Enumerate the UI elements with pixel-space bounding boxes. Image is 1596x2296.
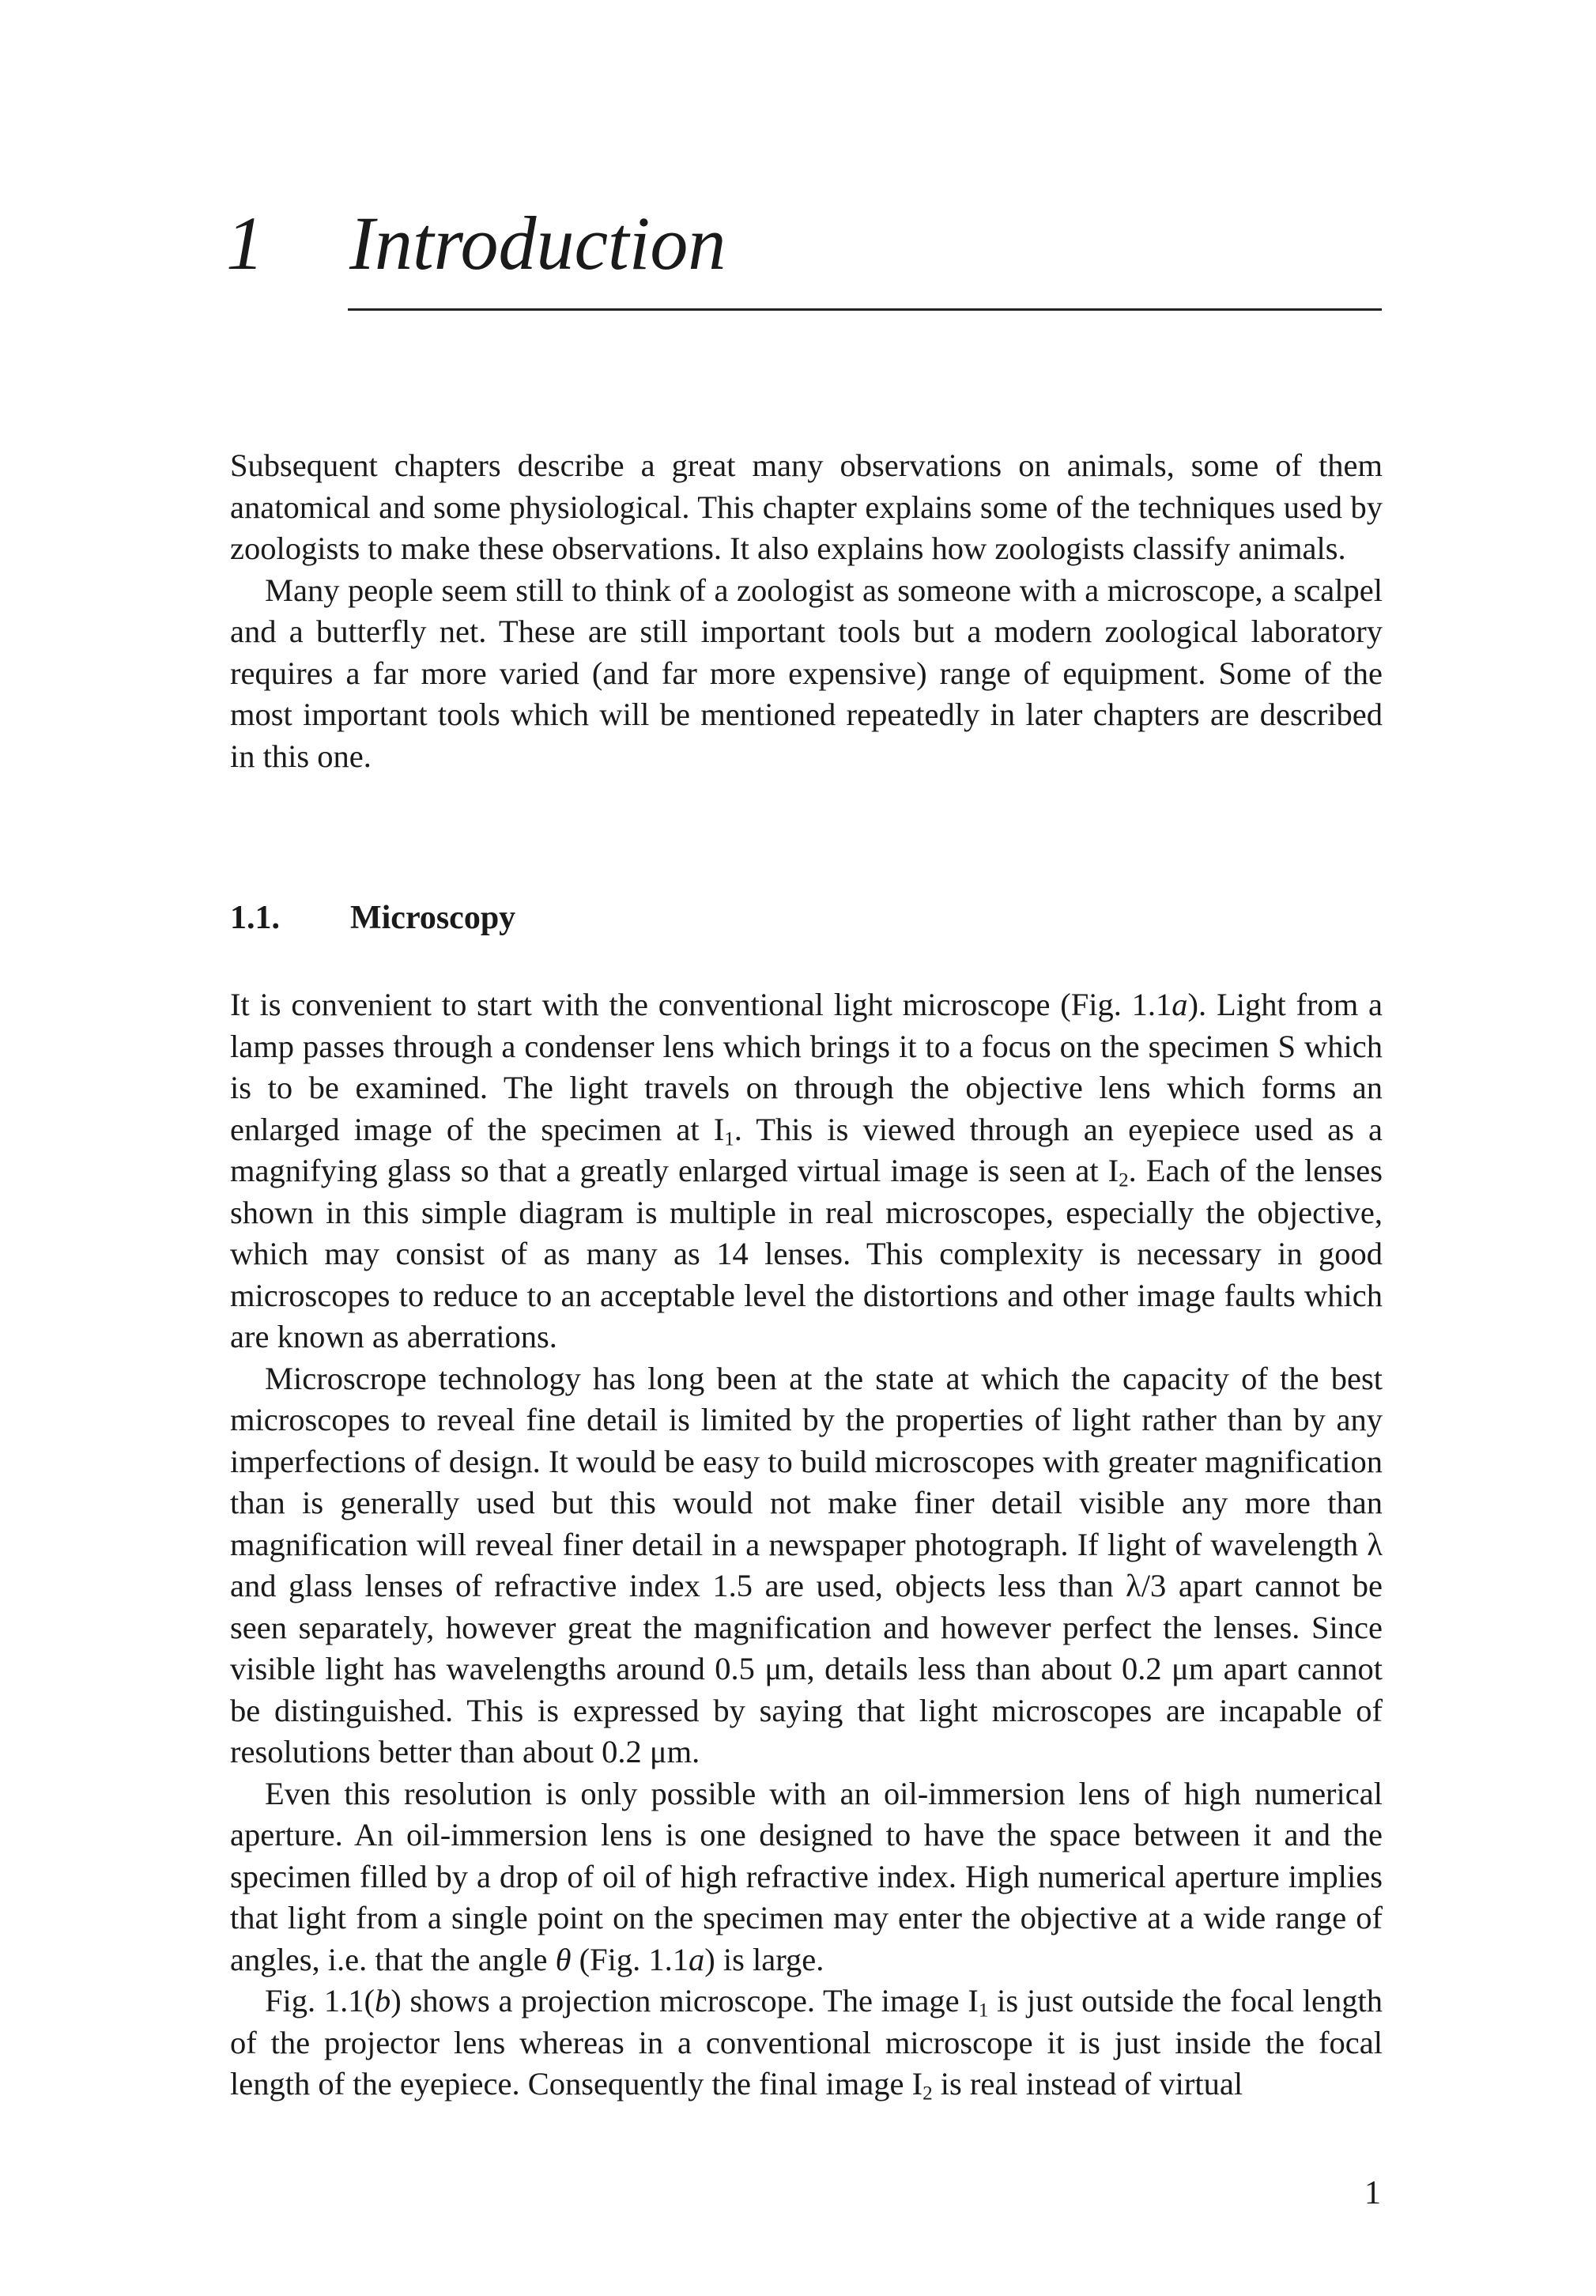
microscopy-text [230, 984, 1383, 2105]
chapter-heading [226, 196, 726, 291]
microscopy-paragraph-4: Fig. 1.1(b) shows a projection microscope. The image $I_1$ is just outside the focal length of the projector lens whereas in a conventional microscope it is just inside the focal length of the eyepiece. Consequently the final image $I_2$ is real instead of virtual [230, 1983, 1383, 2105]
chapter-rule [348, 308, 1382, 311]
chapter-title: Introduction [349, 201, 726, 285]
section-number: 1.1. [230, 900, 280, 936]
intro-paragraph-1: Subsequent chapters describe a great many observations on animals, some of them anatomical and some physiological. This chapter explains some of the techniques used by zoologists to make these observations. It also explains how zoologists classify animals. [230, 447, 1383, 566]
chapter-number: 1 [226, 201, 264, 285]
microscopy-paragraph-1: It is convenient to start with the conventional light microscope (Fig. 1.1a). Light from a lamp passes through a condenser lens which brings it to a focus on the specimen S which is to be examined. The light travels on through the objective lens which forms an enlarged image of the specimen at $I_1$. This is viewed through an eyepiece used as a magnifying glass so that a greatly enlarged virtual image is seen at $I_2$. Each of the lenses shown in this simple diagram is multiple in real microscopes, especially the objective, which may consist of as many as 14 lenses. This complexity is necessary in good microscopes to reduce to an acceptable level the distortions and other image faults which are known as aberrations. [230, 987, 1383, 1354]
microscopy-paragraph-2: Microscrope technology has long been at the state at which the capacity of the best microscopes to reveal fine detail is limited by the properties of light rather than by any imperfections of design. It would be easy to build microscopes with greater magnification than is generally used but this would not make finer detail visible any more than magnification will reveal finer detail in a newspaper photograph. If light of wavelength λ and glass lenses of refractive index 1.5 are used, objects less than λ/3 apart cannot be seen separately, however great the magnification and however perfect the lenses. Since visible light has wavelengths around 0.5 μm, details less than about 0.2 μm apart cannot be distinguished. This is expressed by saying that light microscopes are incapable of resolutions better than about 0.2 μm. [230, 1360, 1383, 1769]
section-title: Microscopy [350, 900, 516, 936]
section-heading [230, 896, 515, 940]
intro-text [230, 445, 1383, 777]
page-number: 1 [1364, 2175, 1381, 2211]
intro-paragraph-2: Many people seem still to think of a zoologist as someone with a microscope, a scalpel and a butterfly net. These are still important tools but a modern zoological laboratory requires a far more varied (and far more expensive) range of equipment. Some of the most important tools which will be mentioned repeatedly in later chapters are described in this one. [230, 572, 1383, 774]
microscopy-paragraph-3: Even this resolution is only possible with an oil-immersion lens of high numerical aperture. An oil-immersion lens is one designed to have the space between it and the specimen filled by a drop of oil of high refractive index. High numerical aperture implies that light from a single point on the specimen may enter the objective at a wide range of angles, i.e. that the angle θ (Fig. 1.1a) is large. [230, 1775, 1383, 1977]
